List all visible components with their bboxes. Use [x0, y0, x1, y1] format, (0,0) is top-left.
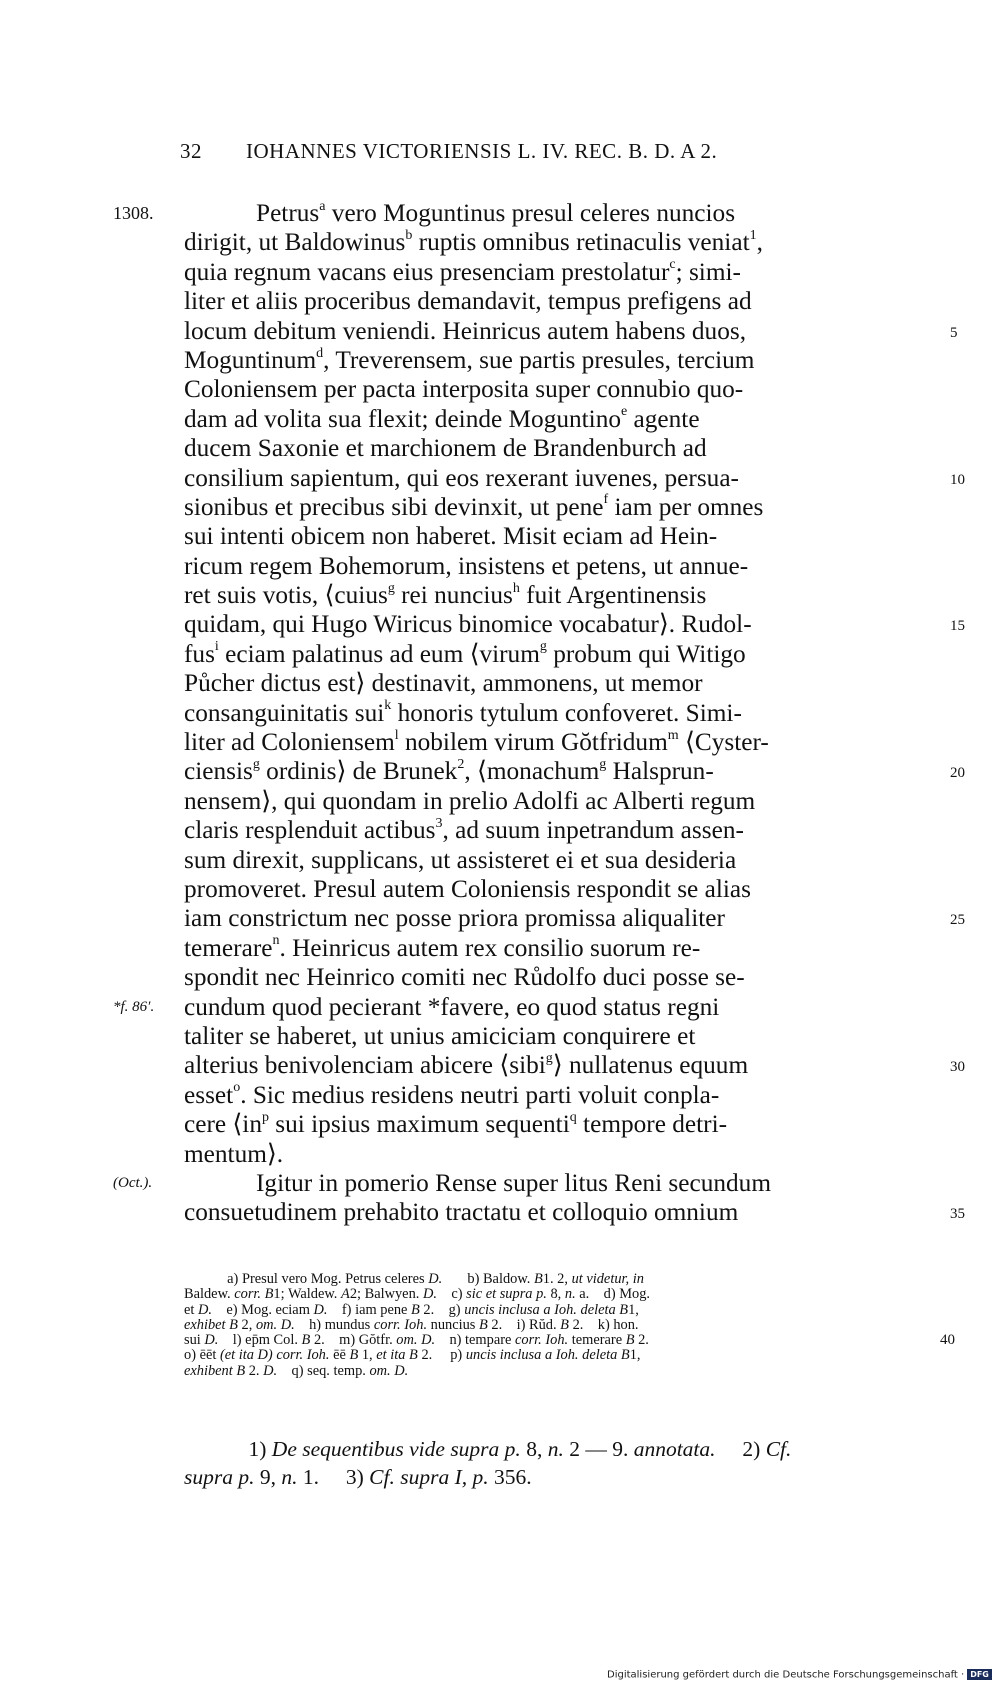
text-line [184, 1050, 965, 1080]
line-text: consilium sapientum, qui eos rexerant iuvenes, persua- [184, 463, 739, 492]
text-line [184, 1198, 965, 1227]
text-line [184, 846, 929, 875]
text-line [184, 728, 929, 757]
line-text: quia regnum vacans eius presenciam prestolatur$^c$; simi- [184, 257, 741, 286]
text-line [184, 934, 929, 963]
text-line [184, 669, 929, 698]
text-line [184, 1022, 929, 1051]
text-line [184, 552, 929, 581]
line-text: consuetudinem prehabito tractatu et colloquio omnium [184, 1198, 739, 1227]
text-line [184, 640, 929, 669]
margin-note: *f. 86′. [113, 998, 155, 1015]
text-line [184, 522, 929, 551]
text-line [184, 610, 965, 639]
line-text: ricum regem Bohemorum, insistens et petens, ut annue- [184, 551, 749, 580]
line-text: cere $⟨in^p$ sui ipsius maximum sequenti$^q$ tempore detri- [184, 1109, 728, 1139]
line-text: liter et aliis proceribus demandavit, tempus prefigens ad [184, 287, 752, 316]
line-text: Půcher dictus est⟩ destinavit, ammonens, ut memor [184, 669, 703, 698]
dfg-logo: DFG [967, 1669, 992, 1680]
variant-note-line: a) Presul vero Mog. Petrus celeres D. b) Baldow. B1. 2, ut videtur, in [184, 1271, 644, 1287]
line-text: liter ad Coloniensem$^l$ nobilem virum Gŏtfridum$^m$ ⟨Cyster- [184, 727, 769, 757]
text-line [184, 904, 965, 933]
text-line [184, 463, 965, 493]
footnotes [184, 1435, 944, 1491]
text-line [184, 434, 929, 463]
line-number: 15 [950, 618, 965, 635]
line-number: 20 [950, 765, 965, 782]
text-line [184, 405, 929, 434]
line-text: taliter se haberet, ut unius amiciciam conquirere et [184, 1021, 696, 1050]
line-text: locum debitum veniendi. Heinricus autem habens duos, [184, 316, 747, 345]
variant-note-line: sui D. l) ep̄m Col. B 2. m) Gŏtfr. om. D. n) tempare corr. Ioh. temerare B 2. 40 [184, 1332, 955, 1349]
line-text: cundum quod pecierant *favere, eo quod status regni [184, 992, 720, 1021]
text-line [184, 1081, 929, 1110]
line-text: nensem⟩, qui quondam in prelio Adolfi ac Alberti regum [184, 786, 756, 815]
line-number: 5 [950, 324, 958, 341]
running-header [180, 139, 900, 164]
line-text: esset$^o$. Sic medius residens neutri parti voluit conpla- [184, 1080, 720, 1109]
variant-note-line: Baldew. corr. B1; Waldew. A2; Balwyen. D. c) sic et supra p. 8, n. a. d) Mog. [184, 1286, 651, 1303]
digitization-credit [607, 1669, 992, 1681]
page-number: 32 [180, 139, 202, 163]
line-text: fus$^i$ eciam palatinus ad eum ⟨virum$^g$ probum qui Witigo [184, 639, 746, 668]
line-text: sui intenti obicem non haberet. Misit eciam ad Hein- [184, 522, 718, 551]
footnote-line: supra p. 9, n. 1. 3) Cf. supra I, p. 356. [184, 1465, 532, 1489]
text-line [184, 757, 965, 786]
text-line [184, 228, 929, 257]
footnote-line: 1) De sequentibus vide supra p. 8, n. 2 — 9. annotata. 2) Cf. [184, 1437, 792, 1461]
main-text [113, 198, 965, 1228]
line-text: dirigit, ut Baldowinus$^b$ ruptis omnibus retinaculis veniat$^1$, [184, 227, 763, 257]
line-number: 25 [950, 912, 965, 929]
line-number: 10 [950, 471, 965, 488]
line-text: Igitur in pomerio Rense super litus Reni secundum [256, 1168, 771, 1197]
variant-notes [184, 1271, 955, 1379]
text-line [184, 493, 929, 522]
line-text: ret suis votis, ⟨cuius$^g$ rei nuncius$^h$ fuit Argentinensis [184, 580, 707, 610]
line-text: alterius benivolenciam abicere ⟨sibi$^g$⟩ nullatenus equum [184, 1050, 749, 1080]
text-line [184, 287, 929, 316]
line-text: Moguntinum$^d$, Treverensem, sue partis presules, tercium [184, 345, 755, 374]
line-number: 35 [950, 1206, 965, 1223]
line-text: spondit nec Heinrico comiti nec Růdolfo duci posse se- [184, 963, 745, 992]
variant-note-line: exhibet B 2, om. D. h) mundus corr. Ioh. nuncius B 2. i) Rŭd. B 2. k) hon. [184, 1316, 639, 1333]
margin-note: (Oct.). [113, 1174, 153, 1191]
text-line [184, 699, 929, 728]
line-text: consanguinitatis sui$^k$ honoris tytulum confoveret. Simi- [184, 698, 742, 727]
line-text: iam constrictum nec posse priora promissa aliqualiter [184, 904, 725, 933]
line-text: ciensis$^g$ ordinis⟩ de Brunek$^2$, ⟨monachum$^g$ Halsprun- [184, 757, 714, 786]
text-line [184, 787, 929, 816]
margin-note: 1308. [113, 203, 154, 223]
line-number: 40 [940, 1332, 955, 1349]
text-line [184, 346, 929, 375]
line-text: sum direxit, supplicans, ut assisteret ei et sua desideria [184, 845, 737, 874]
text-line [184, 375, 929, 404]
running-title: IOHANNES VICTORIENSIS L. IV. REC. B. D. A 2. [246, 139, 718, 163]
variant-note-line: o) ēēt (et ita D) corr. Ioh. ēē B 1, et ita B 2. p) uncis inclusa a Ioh. deleta B1, [184, 1347, 641, 1364]
text-line [184, 258, 929, 287]
variant-note-line: exhibent B 2. D. q) seq. temp. om. D. [184, 1362, 409, 1379]
text-line [113, 1168, 929, 1198]
text-line [184, 316, 958, 346]
text-line [184, 875, 929, 904]
line-text: dam ad volita sua flexit; deinde Moguntino$^e$ agente [184, 404, 700, 433]
line-text: claris resplenduit actibus$^3$, ad suum inpetrandum assen- [184, 815, 744, 845]
line-text: promoveret. Presul autem Coloniensis respondit se alias [184, 874, 751, 903]
text-line [184, 1140, 929, 1169]
variant-note-line: et D. e) Mog. eciam D. f) iam pene B 2. g) uncis inclusa a Ioh. deleta B1, [184, 1301, 639, 1318]
text-line [184, 963, 929, 992]
line-text: Coloniensem per pacta interposita super connubio quo- [184, 375, 744, 404]
text-line [184, 1110, 929, 1139]
credit-text: Digitalisierung gefördert durch die Deutsche Forschungsgemeinschaft · [607, 1669, 965, 1681]
line-text: ducem Saxonie et marchionem de Brandenburch ad [184, 434, 707, 463]
line-number: 30 [950, 1059, 965, 1076]
text-line [113, 198, 929, 228]
line-text: mentum⟩. [184, 1139, 284, 1168]
line-text: temerare$^n$. Heinricus autem rex consilio suorum re- [184, 933, 701, 962]
line-text: Petrus$^a$ vero Moguntinus presul celeres nuncios [256, 198, 736, 227]
text-line [184, 816, 929, 845]
text-line [184, 581, 929, 610]
line-text: quidam, qui Hugo Wiricus binomice vocabatur⟩. Rudol- [184, 610, 752, 639]
line-text: sionibus et precibus sibi devinxit, ut pene$^f$ iam per omnes [184, 492, 764, 521]
text-line [113, 992, 929, 1022]
